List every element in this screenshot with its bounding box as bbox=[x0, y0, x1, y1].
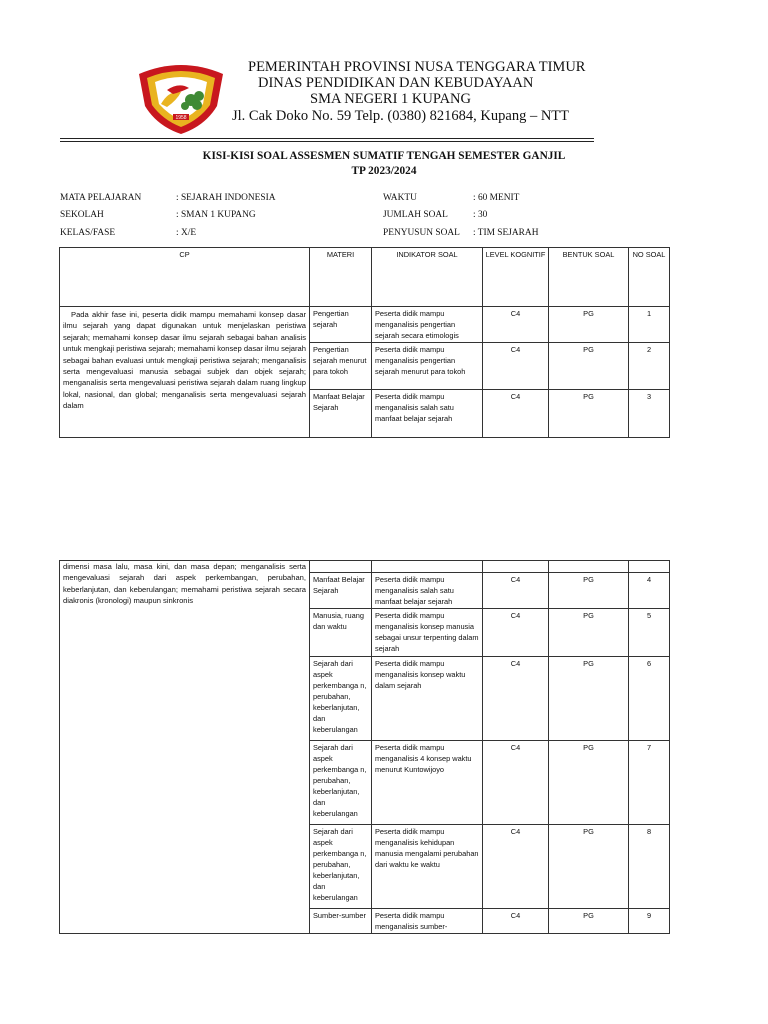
materi-cell: Sumber-sumber bbox=[310, 909, 372, 934]
indikator-cell: Peserta didik mampu menganalisis konsep waktu dalam sejarah bbox=[372, 657, 483, 741]
indikator-cell: Peserta didik mampu menganalisis salah satu manfaat belajar sejarah bbox=[372, 390, 483, 438]
materi-cell: Manfaat Belajar Sejarah bbox=[310, 573, 372, 609]
table-row bbox=[60, 307, 670, 343]
level-cell: C4 bbox=[483, 343, 549, 390]
letterhead-divider-thin bbox=[60, 141, 594, 142]
no-cell: 8 bbox=[629, 825, 670, 909]
no-cell: 7 bbox=[629, 741, 670, 825]
meta-label: WAKTU bbox=[383, 193, 417, 203]
indikator-cell: Peserta didik mampu menganalisis sumber- bbox=[372, 909, 483, 934]
letterhead-line-1: PEMERINTAH PROVINSI NUSA TENGGARA TIMUR bbox=[248, 59, 586, 75]
level-cell: C4 bbox=[483, 741, 549, 825]
no-cell: 6 bbox=[629, 657, 670, 741]
letterhead-address: Jl. Cak Doko No. 59 Telp. (0380) 821684, Kupang – NTT bbox=[232, 108, 570, 124]
kisi-kisi-table-page-2 bbox=[59, 560, 670, 934]
bentuk-cell: PG bbox=[549, 909, 629, 934]
header-no: NO SOAL bbox=[629, 248, 670, 307]
empty-cell bbox=[483, 561, 549, 573]
indikator-cell: Peserta didik mampu menganalisis 4 konsep waktu menurut Kuntowijoyo bbox=[372, 741, 483, 825]
bentuk-cell: PG bbox=[549, 825, 629, 909]
school-logo bbox=[133, 60, 229, 136]
meta-label: KELAS/FASE bbox=[60, 228, 116, 238]
level-cell: C4 bbox=[483, 609, 549, 657]
bentuk-cell: PG bbox=[549, 307, 629, 343]
document-subtitle: TP 2023/2024 bbox=[351, 165, 417, 177]
empty-cell bbox=[310, 561, 372, 573]
meta-label: SEKOLAH bbox=[60, 210, 104, 220]
meta-label: PENYUSUN SOAL bbox=[383, 228, 460, 238]
no-cell: 1 bbox=[629, 307, 670, 343]
indikator-cell: Peserta didik mampu menganalisis salah satu manfaat belajar sejarah bbox=[372, 573, 483, 609]
bentuk-cell: PG bbox=[549, 573, 629, 609]
materi-cell: Sejarah dari aspek perkembanga n, perubahan, keberlanjutan, dan keberulangan bbox=[310, 741, 372, 825]
cp-text: dimensi masa lalu, masa kini, dan masa depan; menganalisis serta mengevaluasi sejarah dari aspek perkembangan, perubahan, keberlanjutan, dan keberulangan; memahami peristiwa sejarah secara diakronis (kronologi) maupun sinkronis bbox=[60, 561, 310, 934]
materi-cell: Pengertian sejarah bbox=[310, 307, 372, 343]
table-header-row bbox=[60, 248, 670, 307]
meta-value: : 30 bbox=[473, 210, 488, 220]
header-level: LEVEL KOGNITIF bbox=[483, 248, 549, 307]
letterhead-line-2: DINAS PENDIDIKAN DAN KEBUDAYAAN bbox=[258, 75, 534, 91]
meta-label: MATA PELAJARAN bbox=[60, 193, 142, 203]
meta-value: : 60 MENIT bbox=[473, 193, 520, 203]
header-indikator: INDIKATOR SOAL bbox=[372, 248, 483, 307]
level-cell: C4 bbox=[483, 657, 549, 741]
bentuk-cell: PG bbox=[549, 390, 629, 438]
letterhead-divider bbox=[60, 138, 594, 139]
level-cell: C4 bbox=[483, 307, 549, 343]
ntt-crest-icon bbox=[133, 60, 229, 136]
materi-cell: Sejarah dari aspek perkembanga n, perubahan, keberlanjutan, dan keberulangan bbox=[310, 657, 372, 741]
no-cell: 4 bbox=[629, 573, 670, 609]
indikator-cell: Peserta didik mampu menganalisis konsep manusia sebagai unsur terpenting dalam sejarah bbox=[372, 609, 483, 657]
table-row bbox=[60, 561, 670, 573]
level-cell: C4 bbox=[483, 825, 549, 909]
no-cell: 9 bbox=[629, 909, 670, 934]
no-cell: 2 bbox=[629, 343, 670, 390]
logo-year: 1958 bbox=[175, 115, 187, 121]
bentuk-cell: PG bbox=[549, 741, 629, 825]
meta-value: : SMAN 1 KUPANG bbox=[176, 210, 256, 220]
indikator-cell: Peserta didik mampu menganalisis pengertian sejarah secara etimologis bbox=[372, 307, 483, 343]
level-cell: C4 bbox=[483, 909, 549, 934]
empty-cell bbox=[629, 561, 670, 573]
meta-value: : X/E bbox=[176, 228, 197, 238]
empty-cell bbox=[372, 561, 483, 573]
document-title: KISI-KISI SOAL ASSESMEN SUMATIF TENGAH SEMESTER GANJIL bbox=[202, 150, 566, 162]
kisi-kisi-table-page-1 bbox=[59, 247, 670, 438]
meta-value: : TIM SEJARAH bbox=[473, 228, 539, 238]
letterhead-line-3: SMA NEGERI 1 KUPANG bbox=[310, 91, 472, 107]
header-bentuk: BENTUK SOAL bbox=[549, 248, 629, 307]
level-cell: C4 bbox=[483, 573, 549, 609]
empty-cell bbox=[549, 561, 629, 573]
materi-cell: Manusia, ruang dan waktu bbox=[310, 609, 372, 657]
no-cell: 3 bbox=[629, 390, 670, 438]
bentuk-cell: PG bbox=[549, 657, 629, 741]
no-cell: 5 bbox=[629, 609, 670, 657]
indikator-cell: Peserta didik mampu menganalisis pengertian sejarah menurut para tokoh bbox=[372, 343, 483, 390]
meta-value: : SEJARAH INDONESIA bbox=[176, 193, 276, 203]
cp-text: Pada akhir fase ini, peserta didik mampu memahami konsep dasar ilmu sejarah yang dapat digunakan untuk menjelaskan peristiwa sejarah; memahami konsep dasar ilmu sejarah sebagai bahan analisis untuk mengkaji peristiwa sejarah; memahami konsep dasar ilmu sejarah sebagai bahan evaluasi untuk mengkaji peristiwa sejarah; menganalisis serta mengevaluasi manusia sebagai subjek dan objek sejarah; menganalisis serta mengevaluasi peristiwa sejarah dalam ruang lingkup lokal, nasional, dan global; menganalisis serta mengevaluasi sejarah dalam bbox=[60, 307, 310, 438]
materi-cell: Manfaat Belajar Sejarah bbox=[310, 390, 372, 438]
bentuk-cell: PG bbox=[549, 343, 629, 390]
level-cell: C4 bbox=[483, 390, 549, 438]
indikator-cell: Peserta didik mampu menganalisis kehidupan manusia mengalami perubahan dari waktu ke waktu bbox=[372, 825, 483, 909]
bentuk-cell: PG bbox=[549, 609, 629, 657]
header-cp: CP bbox=[60, 248, 310, 307]
meta-label: JUMLAH SOAL bbox=[383, 210, 448, 220]
header-materi: MATERI bbox=[310, 248, 372, 307]
materi-cell: Sejarah dari aspek perkembanga n, perubahan, keberlanjutan, dan keberulangan bbox=[310, 825, 372, 909]
materi-cell: Pengertian sejarah menurut para tokoh bbox=[310, 343, 372, 390]
